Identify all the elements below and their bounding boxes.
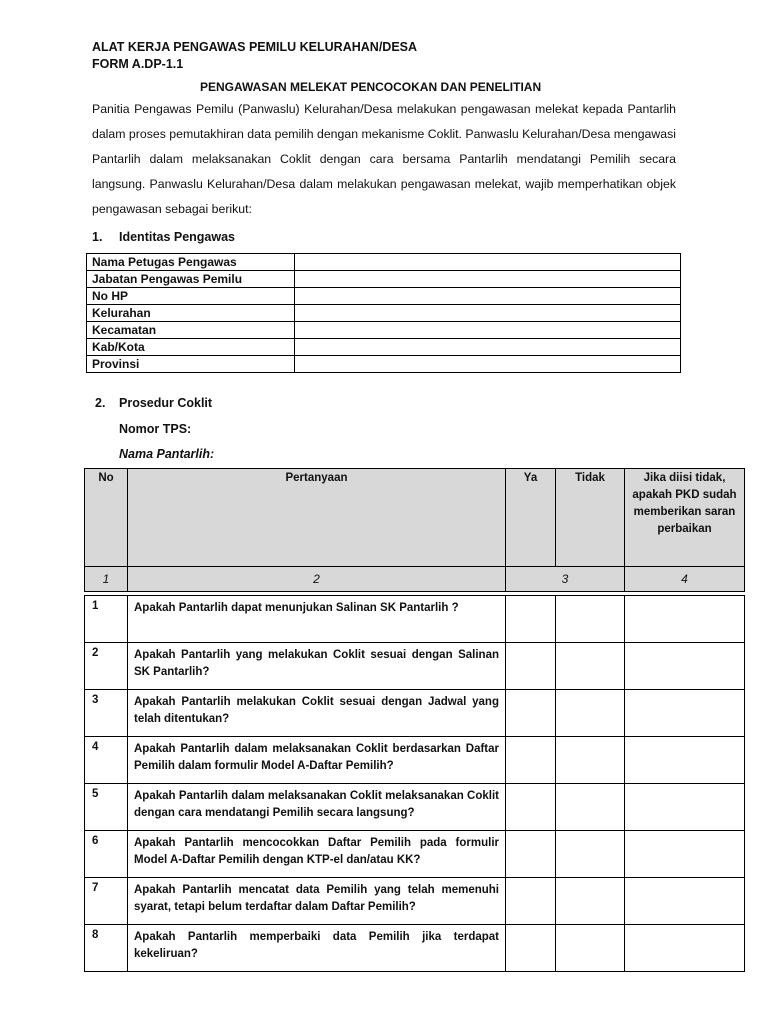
answer-tidak-cell[interactable] [556,784,625,831]
question-number: 1 [85,596,128,643]
header-pertanyaan: Pertanyaan [128,469,506,567]
identity-row [87,356,681,373]
identity-field-value[interactable] [295,288,681,305]
identity-field-label: No HP [87,288,295,305]
saran-perbaikan-cell[interactable] [625,831,745,878]
answer-tidak-cell[interactable] [556,643,625,690]
section-title: Identitas Pengawas [119,230,236,244]
question-text: Apakah Pantarlih mencatat data Pemilih yang telah memenuhi syarat, tetapi belum terdaftar dalam Daftar Pemilih? [128,878,506,925]
question-number: 8 [85,925,128,972]
answer-tidak-cell[interactable] [556,690,625,737]
answer-ya-cell[interactable] [506,831,556,878]
identity-field-value[interactable] [295,339,681,356]
question-number: 4 [85,737,128,784]
column-index-cell: 2 [128,567,506,592]
question-number: 3 [85,690,128,737]
section-number: 2. [95,396,106,410]
question-row [85,831,745,878]
column-index-cell: 4 [625,567,745,592]
header-no: No [85,469,128,567]
question-text: Apakah Pantarlih yang melakukan Coklit sesuai dengan Salinan SK Pantarlih? [128,643,506,690]
question-row [85,643,745,690]
question-row [85,878,745,925]
identity-field-label: Kelurahan [87,305,295,322]
tps-number-label: Nomor TPS: [119,422,192,436]
answer-tidak-cell[interactable] [556,878,625,925]
saran-perbaikan-cell[interactable] [625,690,745,737]
question-number: 5 [85,784,128,831]
question-row [85,690,745,737]
answer-tidak-cell[interactable] [556,737,625,784]
question-text: Apakah Pantarlih memperbaiki data Pemilih jika terdapat kekeliruan? [128,925,506,972]
question-text: Apakah Pantarlih dalam melaksanakan Coklit berdasarkan Daftar Pemilih dalam formulir Model A-Daftar Pemilih? [128,737,506,784]
answer-tidak-cell[interactable] [556,831,625,878]
header-saran: Jika diisi tidak, apakah PKD sudah memberikan saran perbaikan [625,469,745,567]
answer-ya-cell[interactable] [506,690,556,737]
identity-row [87,305,681,322]
identity-field-label: Kab/Kota [87,339,295,356]
identity-field-label: Nama Petugas Pengawas [87,254,295,271]
question-text: Apakah Pantarlih mencocokkan Daftar Pemilih pada formulir Model A-Daftar Pemilih dengan KTP-el dan/atau KK? [128,831,506,878]
form-code: FORM A.DP-1.1 [92,57,184,71]
answer-tidak-cell[interactable] [556,596,625,643]
saran-perbaikan-cell[interactable] [625,784,745,831]
column-index-cell: 1 [85,567,128,592]
section-2-heading [95,396,212,410]
header-tidak: Tidak [556,469,625,567]
identity-field-label: Provinsi [87,356,295,373]
question-number: 2 [85,643,128,690]
header-ya: Ya [506,469,556,567]
answer-ya-cell[interactable] [506,596,556,643]
identity-field-value[interactable] [295,254,681,271]
saran-perbaikan-cell[interactable] [625,878,745,925]
identity-row [87,271,681,288]
answer-ya-cell[interactable] [506,784,556,831]
coklit-question-table [84,468,745,972]
identity-row [87,339,681,356]
question-row [85,784,745,831]
identity-row [87,322,681,339]
answer-ya-cell[interactable] [506,737,556,784]
question-row [85,925,745,972]
form-agency-title: ALAT KERJA PENGAWAS PEMILU KELURAHAN/DESA [92,40,418,54]
table-header-row [85,469,745,567]
answer-ya-cell[interactable] [506,925,556,972]
section-number: 1. [92,230,103,244]
saran-perbaikan-cell[interactable] [625,925,745,972]
saran-perbaikan-cell[interactable] [625,643,745,690]
identity-field-value[interactable] [295,305,681,322]
identity-field-value[interactable] [295,271,681,288]
intro-paragraph: Panitia Pengawas Pemilu (Panwaslu) Kelurahan/Desa melakukan pengawasan melekat kepada Pantarlih dalam proses pemutakhiran data pemilih dengan mekanisme Coklit. Panwaslu Kelurahan/Desa mengawasi Pantarlih dalam melaksanakan Coklit dengan cara bersama Pantarlih mendatangi Pemilih secara langsung. Panwaslu Kelurahan/Desa dalam melakukan pengawasan melekat, wajib memperhatikan objek pengawasan sebagai berikut: [92,102,676,216]
section-title: Prosedur Coklit [119,396,213,410]
identity-table [86,253,681,373]
column-index-cell: 3 [506,567,625,592]
identity-field-value[interactable] [295,322,681,339]
question-number: 6 [85,831,128,878]
question-row [85,596,745,643]
identity-row [87,288,681,305]
question-row [85,737,745,784]
answer-tidak-cell[interactable] [556,925,625,972]
pantarlih-name-label: Nama Pantarlih: [119,447,215,461]
identity-row [87,254,681,271]
question-text: Apakah Pantarlih melakukan Coklit sesuai dengan Jadwal yang telah ditentukan? [128,690,506,737]
answer-ya-cell[interactable] [506,643,556,690]
saran-perbaikan-cell[interactable] [625,596,745,643]
question-text: Apakah Pantarlih dalam melaksanakan Coklit melaksanakan Coklit dengan cara mendatangi Pemilih secara langsung? [128,784,506,831]
identity-field-label: Jabatan Pengawas Pemilu [87,271,295,288]
answer-ya-cell[interactable] [506,878,556,925]
question-number: 7 [85,878,128,925]
saran-perbaikan-cell[interactable] [625,737,745,784]
section-1-heading [92,230,235,244]
identity-field-label: Kecamatan [87,322,295,339]
identity-field-value[interactable] [295,356,681,373]
document-title: PENGAWASAN MELEKAT PENCOCOKAN DAN PENELITIAN [200,80,542,94]
question-text: Apakah Pantarlih dapat menunjukan Salinan SK Pantarlih ? [128,596,506,643]
column-index-row [85,567,745,592]
